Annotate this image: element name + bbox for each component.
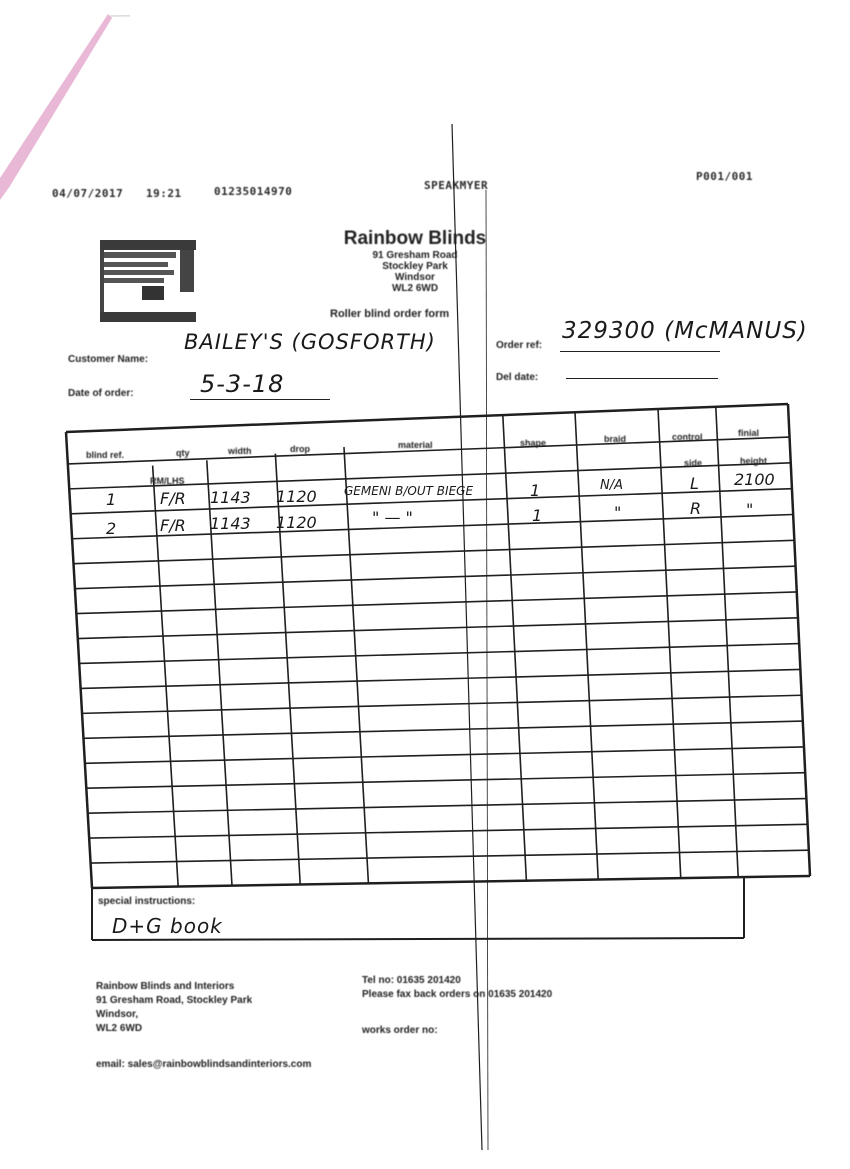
table-border	[66, 404, 788, 432]
table-row-line	[81, 669, 801, 688]
table-row-line	[74, 540, 795, 563]
table-row-line	[78, 618, 798, 639]
table-cell: 1120	[276, 487, 317, 506]
footer-address-1: Rainbow Blinds and Interiors	[96, 981, 235, 992]
table-cell: 1143	[210, 488, 251, 507]
special-instructions-label: special instructions:	[98, 896, 196, 907]
delivery-date-label: Del date:	[496, 372, 539, 383]
company-address-2: Stockley Park	[382, 261, 448, 272]
customer-name-value: BAILEY'S (GOSFORTH)	[184, 330, 436, 354]
footer-tel: Tel no: 01635 201420	[362, 975, 461, 986]
footer-address-4: WL2 6WD	[96, 1023, 143, 1034]
customer-name-label: Customer Name:	[68, 354, 149, 365]
fax-time: 19:21	[146, 187, 182, 200]
table-column-line	[575, 412, 598, 879]
form-title: Roller blind order form	[330, 308, 450, 320]
fax-fold-line	[486, 190, 488, 1150]
table-row-line	[76, 592, 796, 614]
table-cell: "	[614, 503, 622, 522]
fax-number: 01235014970	[214, 185, 293, 198]
table-border	[66, 432, 92, 888]
special-instructions-value: D+G book	[112, 914, 223, 938]
table-column-line	[344, 447, 368, 883]
subheader-qty: RM/LHS	[150, 476, 185, 486]
footer-email: email: sales@rainbowblindsandinteriors.com	[96, 1059, 312, 1070]
order-ref-label: Order ref:	[496, 340, 543, 351]
company-address-3: Windsor	[395, 272, 435, 283]
table-row-line	[82, 695, 802, 713]
header-finial: finial	[738, 428, 760, 438]
table-cell: 1120	[276, 513, 317, 532]
footer-address-3: Windsor,	[96, 1009, 139, 1020]
header-width: width	[228, 446, 252, 456]
table-row-line	[92, 876, 810, 888]
table-cell: 1	[530, 481, 541, 500]
table-cell: R	[690, 499, 702, 518]
footer-address	[96, 980, 252, 1036]
table-column-line	[503, 415, 527, 881]
table-cell: L	[690, 474, 699, 493]
table-row-line	[86, 773, 805, 789]
table-border	[788, 404, 810, 876]
table-row-line	[89, 824, 807, 838]
header-material: material	[398, 440, 433, 450]
table-column-line	[658, 409, 681, 878]
table-cell: 1143	[210, 514, 251, 533]
table-row-line	[85, 747, 804, 763]
table-row-line	[88, 799, 807, 814]
order-date-value: 5-3-18	[200, 370, 285, 398]
special-box-border	[92, 938, 744, 940]
fax-sender: SPEAKMYER	[424, 179, 489, 192]
header-qty: qty	[176, 448, 190, 458]
table-cell: " — "	[372, 508, 413, 527]
fax-page: P001/001	[696, 170, 753, 183]
table-cell: GEMENI B/OUT BIEGE	[344, 484, 474, 498]
header-shape: shape	[520, 438, 547, 448]
table-cell: "	[746, 500, 754, 519]
table-cell: F/R	[160, 489, 186, 508]
table-row-line	[83, 721, 802, 738]
header-control: control	[672, 432, 703, 442]
header-braid: braid	[604, 434, 627, 444]
table-row-line	[75, 566, 796, 589]
order-date-label: Date of order:	[68, 388, 134, 399]
header-blind-ref: blind ref.	[86, 450, 124, 460]
footer-address-2: 91 Gresham Road, Stockley Park	[96, 995, 253, 1006]
table-cell: N/A	[600, 478, 623, 493]
table-cell: 2	[106, 519, 117, 538]
table-row-line	[79, 644, 799, 664]
footer-works-order: works order no:	[362, 1025, 438, 1036]
fax-date: 04/07/2017	[52, 187, 124, 200]
header-drop: drop	[290, 444, 310, 454]
table-cell: 1	[532, 506, 543, 525]
table-cell: F/R	[160, 516, 186, 535]
footer-fax: Please fax back orders on 01635 201420	[362, 989, 553, 1000]
subheader-control: side	[684, 458, 703, 468]
company-address-1: 91 Gresham Road	[372, 250, 458, 261]
company-address-4: WL2 6WD	[391, 283, 439, 294]
subheader-finial: height	[740, 456, 767, 466]
company-name: Rainbow Blinds	[343, 228, 487, 249]
table-cell: 2100	[734, 470, 775, 489]
table-cell: 1	[106, 490, 117, 509]
table-row-line	[91, 850, 809, 863]
order-ref-value: 329300 (McMANUS)	[562, 318, 808, 344]
